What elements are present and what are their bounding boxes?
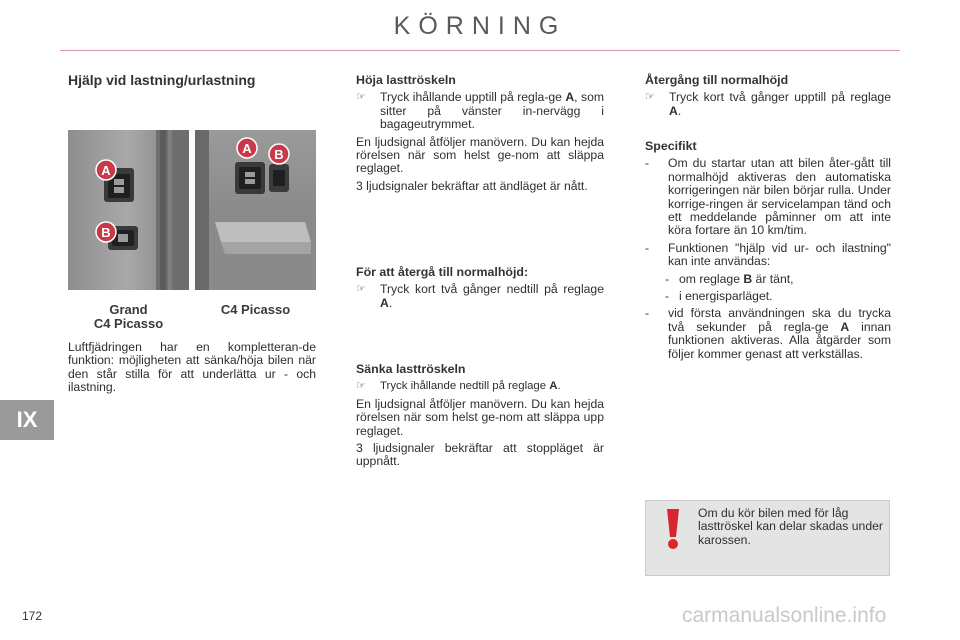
specific-section <box>645 140 891 361</box>
photo-label-b-2: B <box>274 147 284 162</box>
caption-grand-c4-picasso: Grand C4 Picasso <box>93 302 164 331</box>
normal-heading: Återgång till normalhöjd <box>645 73 789 87</box>
warning-text: Om du kör bilen med för låg lasttröskel kan delar skadas under karossen. <box>698 506 883 547</box>
caption-c4-picasso: C4 Picasso <box>220 302 291 317</box>
lower-bullet-text: Tryck ihållande nedtill på reglage <box>380 380 550 393</box>
specific-item-3-text: vid första användningen ska du trycka två sekunder på regla-ge <box>668 306 891 334</box>
pointing-hand-icon: ☞ <box>645 91 655 104</box>
normal-section <box>645 74 891 118</box>
photo-c4-picasso <box>195 130 316 290</box>
subitem-1-text-end: är tänt, <box>752 271 794 286</box>
raise-heading: Höja lasttröskeln <box>356 73 456 87</box>
photo-label-a: A <box>101 163 111 178</box>
subitem-2-text: i energisparläget. <box>679 289 773 304</box>
chapter-tab: IX <box>0 400 54 440</box>
specific-subitem-1: - om reglage B är tänt, <box>665 271 794 286</box>
lower-heading: Sänka lasttröskeln <box>356 362 466 376</box>
return-bullet <box>356 283 604 310</box>
lower-bullet-control: A <box>549 380 558 393</box>
subitem-1-text: om reglage <box>679 271 744 286</box>
specific-item-3: - vid första användningen ska du trycka två sekunder på regla-ge A innan funktionen aktiveras. Alla åtgärder som följer kommer genast att verkställas. <box>645 306 891 361</box>
raise-paragraph-2: 3 ljudsignaler bekräftar att ändläget är nått. <box>356 178 588 193</box>
photo-label-a-2: A <box>242 141 252 156</box>
section-heading: Hjälp vid lastning/urlastning <box>68 72 256 88</box>
photo-grand-c4-picasso <box>68 130 189 290</box>
page-title: KÖRNING <box>393 12 567 40</box>
return-bullet-control: A <box>380 295 389 310</box>
lower-bullet <box>356 380 604 393</box>
raise-bullet-text: Tryck ihållande upptill på regla-ge <box>380 90 566 105</box>
lower-bullet-text-end: . <box>557 380 561 393</box>
lower-paragraph-2: 3 ljudsignaler bekräftar att stoppläget är uppnått. <box>356 441 604 469</box>
return-section <box>356 266 604 310</box>
raise-bullet-control: A <box>565 90 575 105</box>
pointing-hand-icon: ☞ <box>356 380 366 393</box>
lower-section <box>356 363 604 469</box>
page-number: 172 <box>22 609 43 623</box>
pointing-hand-icon: ☞ <box>356 91 366 104</box>
specific-item-2-text: Funktionen "hjälp vid ur- och ilastning" kan inte användas: <box>668 240 891 269</box>
specific-item-1: - Om du startar utan att bilen åter-gått till normalhöjd aktiveras den automatiska korrigeringen när bilen börjar rulla. Under korrige-ringen är servicelampan tänd och ett meddelande påminner om att inte köra fortare än 10 km/tim. <box>645 156 891 238</box>
return-heading: För att återgå till normalhöjd: <box>356 265 529 279</box>
raise-bullet <box>356 91 604 131</box>
intro-paragraph: Luftfjädringen har en kompletteran-de funktion: möjligheten att sänka/höja bilen när den står stilla för att underlätta ur - och ilastning. <box>68 340 316 395</box>
title-divider <box>60 50 900 51</box>
specific-subitem-2: - i energisparläget. <box>665 289 773 304</box>
specific-heading: Specifikt <box>645 139 697 153</box>
lower-paragraph-1: En ljudsignal åtföljer manövern. Du kan hejda rörelsen när som helst ge-nom att släppa upp reglaget. <box>356 396 604 438</box>
photo-label-b: B <box>101 225 111 240</box>
normal-bullet <box>645 91 891 118</box>
normal-bullet-control: A <box>669 103 678 118</box>
raise-section <box>356 74 604 193</box>
subitem-1-control: B <box>743 271 753 286</box>
raise-paragraph-1: En ljudsignal åtföljer manövern. Du kan hejda rörelsen när som helst ge-nom att släppa reglaget. <box>356 134 604 176</box>
warning-exclamation-icon <box>656 507 690 551</box>
pointing-hand-icon: ☞ <box>356 283 366 296</box>
raise-bullet-text-end: , som sitter på vänster in-nervägg i bagageutrymmet. <box>380 90 605 132</box>
return-bullet-text: Tryck kort två gånger nedtill på reglage <box>380 282 604 297</box>
watermark: carmanualsonline.info <box>682 604 887 627</box>
normal-bullet-text: Tryck kort två gånger upptill på reglage <box>669 90 891 105</box>
normal-bullet-text-end: . <box>677 103 682 118</box>
specific-item-3-control: A <box>840 319 850 334</box>
warning-box <box>645 500 890 576</box>
specific-item-2: - Funktionen "hjälp vid ur- och ilastning" kan inte användas: <box>645 240 891 269</box>
specific-item-3-text-end: innan funktionen aktiveras. Alla åtgärder som följer kommer genast att verkställas. <box>668 319 891 361</box>
specific-item-1-text: Om du startar utan att bilen åter-gått till normalhöjd aktiveras den automatiska korrigeringen när bilen börjar rulla. Under korrige-ringen är servicelampan tänd och ett meddelande påminner om att inte köra fortare än 10 km/tim. <box>668 156 891 238</box>
return-bullet-text-end: . <box>388 295 393 310</box>
